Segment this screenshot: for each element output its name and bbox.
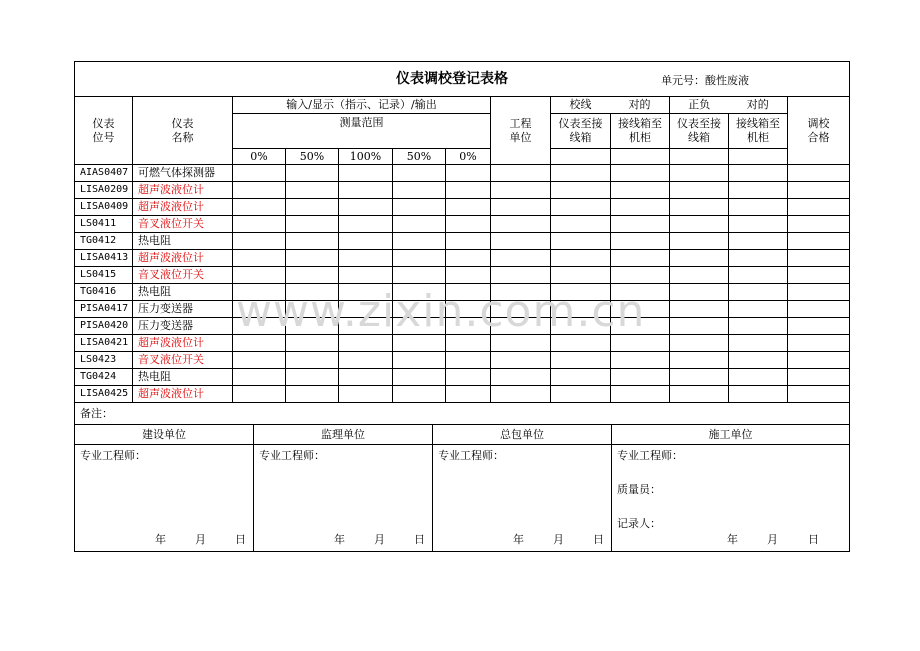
blank-cell: [393, 301, 446, 318]
blank-cell: [286, 267, 339, 284]
blank-cell: [446, 369, 491, 386]
title-cell: [75, 62, 850, 97]
blank-cell: [286, 250, 339, 267]
blank-cell: [393, 369, 446, 386]
blank-cell: [729, 335, 788, 352]
blank-cell: [286, 182, 339, 199]
sig-header-supervisor: 监理单位: [254, 425, 433, 445]
blank-cell: [670, 284, 729, 301]
blank-cell: [729, 233, 788, 250]
instrument-name: 超声波液位计: [133, 182, 233, 199]
blank-cell: [551, 250, 611, 267]
blank-cell: [339, 318, 393, 335]
header-name: 仪表 名称: [133, 97, 233, 165]
blank-cell: [393, 199, 446, 216]
instrument-tag: TG0412: [75, 233, 133, 250]
blank-cell: [446, 165, 491, 182]
instrument-tag: LISA0425: [75, 386, 133, 403]
blank-cell: [446, 335, 491, 352]
blank-cell: [788, 267, 850, 284]
table-row: [75, 182, 850, 199]
blank-cell: [339, 216, 393, 233]
blank-cell: [611, 165, 670, 182]
engineer-label: 专业工程师：: [259, 449, 325, 462]
blank-cell: [286, 216, 339, 233]
header-io: 输入/显示（指示、记录）/输出: [233, 97, 491, 114]
year-label: 年: [513, 533, 524, 546]
table-row: [75, 335, 850, 352]
blank-cell: [339, 369, 393, 386]
blank-cell: [611, 386, 670, 403]
blank-cell: [491, 233, 551, 250]
sig-general-contractor: [433, 445, 612, 552]
instrument-name: 热电阻: [133, 284, 233, 301]
header-box-to-cabinet: 接线箱至 机柜: [611, 114, 670, 149]
blank-cell: [611, 233, 670, 250]
blank-cell: [286, 318, 339, 335]
blank-cell: [670, 182, 729, 199]
blank-cell: [670, 165, 729, 182]
blank-cell: [788, 199, 850, 216]
blank-cell: [551, 216, 611, 233]
year-label: 年: [727, 533, 738, 546]
instrument-tag: AIAS0407: [75, 165, 133, 182]
blank-cell: [491, 165, 551, 182]
blank-cell: [788, 386, 850, 403]
sig-header-construction: 施工单位: [612, 425, 850, 445]
percent-50-down: 50%: [393, 149, 446, 165]
blank-cell: [491, 182, 551, 199]
blank-cell: [233, 352, 286, 369]
blank-cell: [233, 369, 286, 386]
instrument-tag: TG0424: [75, 369, 133, 386]
blank-cell: [339, 335, 393, 352]
blank-cell: [670, 352, 729, 369]
blank-cell: [491, 267, 551, 284]
blank-cell: [393, 318, 446, 335]
blank-cell: [670, 386, 729, 403]
percent-100: 100%: [339, 149, 393, 165]
table-row: [75, 318, 850, 335]
instrument-name: 热电阻: [133, 233, 233, 250]
header-calib-ok: 调校 合格: [788, 97, 850, 165]
instrument-name: 超声波液位计: [133, 199, 233, 216]
blank-cell: [670, 233, 729, 250]
header-box-to-cabinet-2: 接线箱至 机柜: [729, 114, 788, 149]
blank-cell: [551, 301, 611, 318]
day-label: 日: [414, 533, 425, 546]
blank-cell: [339, 182, 393, 199]
instrument-tag: LISA0421: [75, 335, 133, 352]
blank-cell: [393, 284, 446, 301]
day-label: 日: [235, 533, 246, 546]
percent-50: 50%: [286, 149, 339, 165]
blank-cell: [339, 301, 393, 318]
sig-supervisor: [254, 445, 433, 552]
table-row: [75, 250, 850, 267]
blank-cell: [611, 284, 670, 301]
blank-cell: [551, 386, 611, 403]
blank-cell: [729, 352, 788, 369]
blank-cell: [339, 233, 393, 250]
blank-cell: [788, 182, 850, 199]
instrument-name: 超声波液位计: [133, 250, 233, 267]
blank-cell: [788, 335, 850, 352]
blank-cell: [393, 335, 446, 352]
instrument-name: 超声波液位计: [133, 386, 233, 403]
blank-cell: [233, 216, 286, 233]
blank-cell: [670, 335, 729, 352]
instrument-name: 压力变送器: [133, 318, 233, 335]
instrument-tag: LS0411: [75, 216, 133, 233]
header-range: 测量范围: [233, 114, 491, 149]
instrument-tag: PISA0420: [75, 318, 133, 335]
blank-cell: [551, 165, 611, 182]
table-row: [75, 267, 850, 284]
blank-cell: [339, 386, 393, 403]
blank-cell: [729, 386, 788, 403]
blank-cell: [788, 165, 850, 182]
header-verify: 校线 对的: [551, 97, 670, 114]
blank-cell: [233, 199, 286, 216]
table-row: [75, 386, 850, 403]
blank-cell: [788, 352, 850, 369]
blank-cell: [233, 386, 286, 403]
blank-cell: [611, 182, 670, 199]
blank-cell: [491, 318, 551, 335]
blank-cell: [339, 284, 393, 301]
blank-cell: [491, 386, 551, 403]
blank-cell: [551, 199, 611, 216]
blank-cell: [339, 267, 393, 284]
blank-cell: [729, 199, 788, 216]
blank-cell: [611, 199, 670, 216]
blank-cell: [551, 318, 611, 335]
blank-cell: [611, 335, 670, 352]
blank-cell: [491, 216, 551, 233]
blank-cell: [729, 369, 788, 386]
blank-cell: [670, 267, 729, 284]
instrument-name: 音叉液位开关: [133, 352, 233, 369]
blank-cell: [611, 250, 670, 267]
instrument-tag: PISA0417: [75, 301, 133, 318]
blank-cell: [233, 233, 286, 250]
blank-cell: [611, 301, 670, 318]
instrument-tag: LS0415: [75, 267, 133, 284]
blank-cell: [551, 182, 611, 199]
blank-cell: [670, 199, 729, 216]
blank-cell: [339, 352, 393, 369]
blank-cell: [491, 284, 551, 301]
blank-cell: [393, 165, 446, 182]
month-label: 月: [374, 533, 385, 546]
percent-0: 0%: [233, 149, 286, 165]
instrument-name: 可燃气体探测器: [133, 165, 233, 182]
blank-cell: [729, 284, 788, 301]
blank-cell: [788, 369, 850, 386]
qc-label: 质量员：: [617, 483, 661, 496]
blank-cell: [446, 352, 491, 369]
month-label: 月: [195, 533, 206, 546]
blank-cell: [286, 335, 339, 352]
blank-cell: [286, 199, 339, 216]
table-row: [75, 199, 850, 216]
blank-cell: [788, 216, 850, 233]
blank-cell: [670, 369, 729, 386]
engineer-label: 专业工程师：: [617, 449, 683, 462]
blank-cell: [551, 335, 611, 352]
day-label: 日: [593, 533, 604, 546]
header-eng-unit: 工程 单位: [491, 97, 551, 165]
unit-label: 单元号：酸性废液: [661, 74, 750, 87]
blank-cell: [446, 216, 491, 233]
blank-cell: [788, 284, 850, 301]
blank-cell: [611, 267, 670, 284]
engineer-label: 专业工程师：: [438, 449, 504, 462]
blank-cell: [551, 284, 611, 301]
blank-cell: [286, 369, 339, 386]
blank-cell: [446, 318, 491, 335]
blank-cell: [446, 233, 491, 250]
blank-cell: [491, 199, 551, 216]
percent-0-down: 0%: [446, 149, 491, 165]
recorder-label: 记录人：: [617, 517, 661, 530]
instrument-name: 超声波液位计: [133, 335, 233, 352]
blank-cell: [233, 182, 286, 199]
blank-cell: [729, 216, 788, 233]
blank-cell: [233, 318, 286, 335]
header-tag-no: 仪表 位号: [75, 97, 133, 165]
blank-cell: [611, 369, 670, 386]
remark-cell: 备注：: [75, 403, 850, 425]
instrument-name: 热电阻: [133, 369, 233, 386]
blank-cell: [611, 352, 670, 369]
blank-cell: [446, 284, 491, 301]
blank-cell: [551, 369, 611, 386]
sig-header-owner: 建设单位: [75, 425, 254, 445]
blank-cell: [393, 352, 446, 369]
blank-cell: [393, 250, 446, 267]
instrument-tag: LISA0413: [75, 250, 133, 267]
instrument-tag: LS0423: [75, 352, 133, 369]
blank-cell: [446, 301, 491, 318]
watermark: www.zixin.com.cn: [236, 286, 646, 337]
registration-form: [74, 61, 849, 552]
blank-cell: [393, 182, 446, 199]
blank-cell: [339, 165, 393, 182]
blank-cell: [393, 386, 446, 403]
sig-construction: [612, 445, 850, 552]
sig-header-general-contractor: 总包单位: [433, 425, 612, 445]
blank-cell: [788, 250, 850, 267]
blank-cell: [491, 369, 551, 386]
blank-cell: [339, 250, 393, 267]
day-label: 日: [808, 533, 819, 546]
blank-cell: [729, 318, 788, 335]
table-row: [75, 216, 850, 233]
blank-cell: [286, 165, 339, 182]
form-title: 仪表调校登记表格: [396, 70, 509, 87]
blank-cell: [491, 250, 551, 267]
blank-cell: [491, 352, 551, 369]
instrument-tag: LISA0209: [75, 182, 133, 199]
blank-cell: [729, 301, 788, 318]
table-row: [75, 233, 850, 250]
blank-cell: [670, 301, 729, 318]
blank-cell: [233, 250, 286, 267]
blank-cell: [551, 267, 611, 284]
blank-cell: [788, 233, 850, 250]
blank-cell: [393, 216, 446, 233]
blank-cell: [551, 233, 611, 250]
blank-cell: [233, 284, 286, 301]
table-row: [75, 165, 850, 182]
blank-cell: [446, 267, 491, 284]
blank-cell: [233, 301, 286, 318]
blank-cell: [729, 267, 788, 284]
blank-cell: [491, 335, 551, 352]
blank-cell: [233, 267, 286, 284]
blank-cell: [551, 352, 611, 369]
blank-cell: [491, 301, 551, 318]
header-inst-to-box: 仪表至接 线箱: [551, 114, 611, 149]
blank-cell: [339, 199, 393, 216]
blank-cell: [670, 250, 729, 267]
blank-cell: [393, 267, 446, 284]
blank-cell: [788, 301, 850, 318]
instrument-tag: TG0416: [75, 284, 133, 301]
table-row: [75, 369, 850, 386]
blank-cell: [670, 318, 729, 335]
blank-cell: [286, 301, 339, 318]
month-label: 月: [553, 533, 564, 546]
blank-cell: [286, 352, 339, 369]
year-label: 年: [155, 533, 166, 546]
calibration-table: [74, 61, 850, 425]
instrument-tag: LISA0409: [75, 199, 133, 216]
table-row: [75, 301, 850, 318]
blank-cell: [446, 250, 491, 267]
table-row: [75, 352, 850, 369]
blank-cell: [670, 216, 729, 233]
blank-cell: [446, 182, 491, 199]
table-row: [75, 284, 850, 301]
month-label: 月: [767, 533, 778, 546]
blank-cell: [611, 216, 670, 233]
header-inst-to-box-2: 仪表至接 线箱: [670, 114, 729, 149]
blank-cell: [286, 386, 339, 403]
blank-cell: [446, 199, 491, 216]
instrument-name: 音叉液位开关: [133, 216, 233, 233]
signature-table: [74, 425, 850, 552]
blank-cell: [286, 284, 339, 301]
engineer-label: 专业工程师：: [80, 449, 146, 462]
header-polarity: 正负 对的: [670, 97, 788, 114]
instrument-name: 音叉液位开关: [133, 267, 233, 284]
blank-cell: [729, 165, 788, 182]
instrument-name: 压力变送器: [133, 301, 233, 318]
blank-cell: [729, 182, 788, 199]
blank-cell: [393, 233, 446, 250]
blank-cell: [286, 233, 339, 250]
blank-cell: [233, 165, 286, 182]
sig-owner: [75, 445, 254, 552]
blank-cell: [788, 318, 850, 335]
blank-cell: [446, 386, 491, 403]
blank-cell: [729, 250, 788, 267]
blank-cell: [233, 335, 286, 352]
blank-cell: [611, 318, 670, 335]
year-label: 年: [334, 533, 345, 546]
